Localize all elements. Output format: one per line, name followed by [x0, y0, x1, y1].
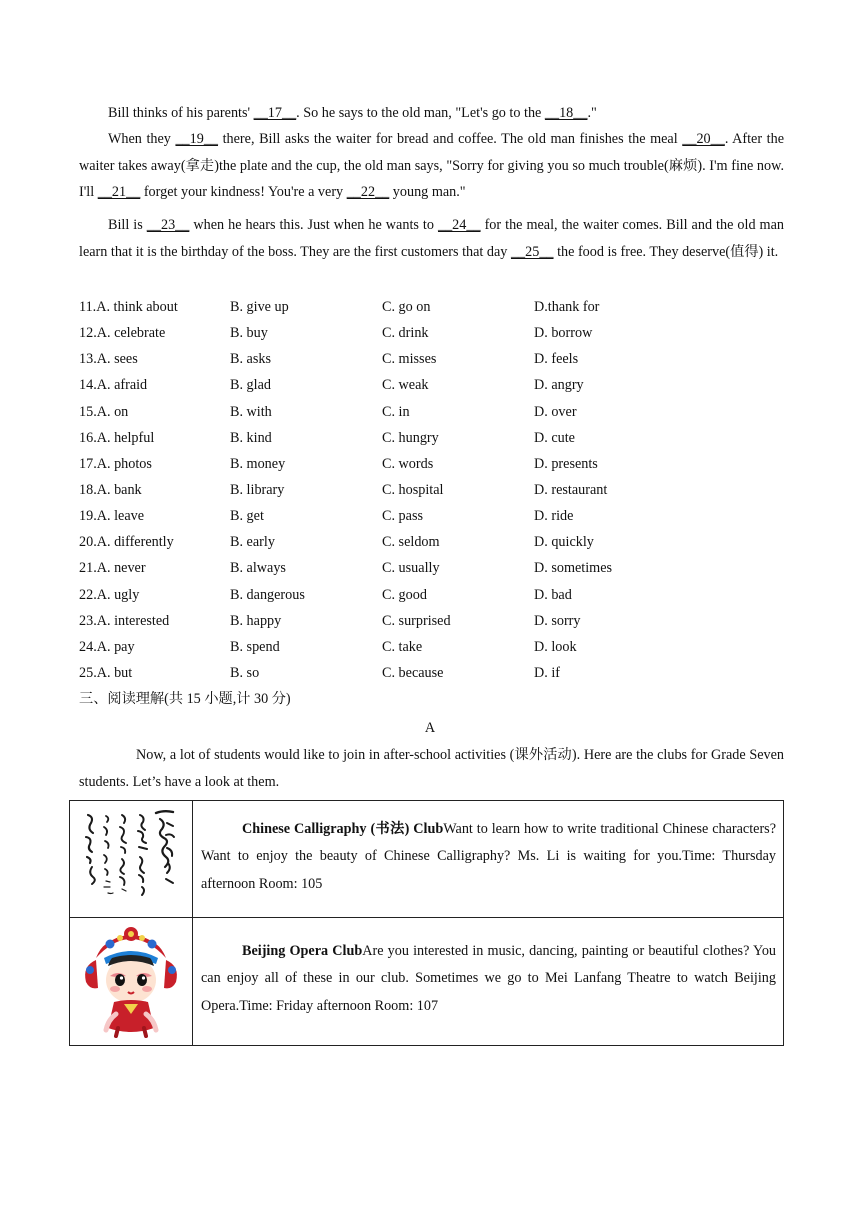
- option-b: B. spend: [230, 638, 280, 655]
- question-options-11: [79, 294, 784, 320]
- question-options-22: [79, 582, 784, 608]
- question-options-25: [79, 660, 784, 686]
- option-a: 21.A. never: [79, 560, 146, 577]
- question-options-21: [79, 555, 784, 581]
- option-b: B. buy: [230, 325, 268, 342]
- calligraphy-club-text: [201, 816, 776, 898]
- option-a: 23.A. interested: [79, 612, 170, 629]
- text-segment: Bill is: [108, 217, 147, 233]
- blank-17: __17__: [253, 105, 297, 121]
- option-b: B. so: [230, 664, 260, 681]
- option-a: 24.A. pay: [79, 638, 135, 655]
- beijing-opera-character-icon: [70, 918, 192, 1045]
- question-options-16: [79, 425, 784, 451]
- option-b: B. early: [230, 534, 275, 551]
- option-d: D. bad: [534, 586, 572, 603]
- option-c: C. usually: [382, 560, 440, 577]
- option-b: B. money: [230, 455, 286, 472]
- passage-paragraph-1: [79, 100, 784, 127]
- option-a: 17.A. photos: [79, 455, 152, 472]
- option-a: 15.A. on: [79, 403, 129, 420]
- opera-club-text: [201, 938, 776, 1020]
- option-d: D. look: [534, 638, 577, 655]
- option-b: B. with: [230, 403, 272, 420]
- blank-25: __25__: [510, 243, 554, 260]
- question-options-14: [79, 372, 784, 398]
- question-options-19: [79, 503, 784, 529]
- option-d: D. if: [534, 664, 561, 681]
- option-c: C. seldom: [382, 534, 440, 551]
- option-c: C. hospital: [382, 481, 444, 498]
- option-d: D. feels: [534, 351, 579, 368]
- blank-19: __19__: [175, 131, 219, 147]
- question-options-20: [79, 529, 784, 555]
- text-segment: . After the waiter takes away(拿走)the plate and the cup, the old man says, "Sorry for giving you so much trouble(麻烦). I'm fine now. I'll: [79, 131, 784, 200]
- option-b: B. get: [230, 508, 264, 525]
- option-b: B. dangerous: [230, 586, 305, 603]
- option-a: 25.A. but: [79, 664, 133, 681]
- option-b: B. asks: [230, 351, 271, 368]
- text-segment: when he hears this. Just when he wants to: [189, 217, 438, 233]
- option-c: C. go on: [382, 299, 431, 315]
- option-d: D. ride: [534, 508, 574, 525]
- option-c: C. because: [382, 664, 444, 681]
- question-options-13: [79, 346, 784, 372]
- option-a: 16.A. helpful: [79, 429, 155, 446]
- option-a: 12.A. celebrate: [79, 325, 166, 342]
- option-a: 18.A. bank: [79, 481, 142, 498]
- text-segment: When they: [108, 131, 176, 147]
- answer-options: [79, 294, 784, 686]
- section-title: 三、阅读理解(共 15 小题,计 30 分): [79, 691, 291, 707]
- option-b: B. give up: [230, 299, 289, 315]
- text-segment: .": [587, 105, 597, 121]
- option-c: C. take: [382, 638, 423, 655]
- passage-paragraph-2: [79, 126, 784, 206]
- text-segment: for the meal, the waiter comes. Bill and the old man learn that it is the birthday of the boss. They are the first customers that day: [79, 217, 784, 260]
- option-c: C. pass: [382, 508, 423, 525]
- option-a: 14.A. afraid: [79, 377, 148, 394]
- blank-22: __22__: [346, 184, 390, 200]
- club-row-opera: [70, 918, 783, 1045]
- option-b: B. happy: [230, 612, 282, 629]
- option-b: B. library: [230, 481, 285, 498]
- option-a: 19.A. leave: [79, 508, 145, 525]
- option-c: C. weak: [382, 377, 429, 394]
- option-d: D. sorry: [534, 612, 581, 629]
- question-options-18: [79, 477, 784, 503]
- question-options-15: [79, 399, 784, 425]
- question-options-17: [79, 451, 784, 477]
- option-c: C. surprised: [382, 612, 451, 629]
- option-a: 20.A. differently: [79, 534, 174, 551]
- question-options-12: [79, 320, 784, 346]
- club-name: Chinese Calligraphy (书法) Club: [242, 821, 444, 837]
- question-options-24: [79, 634, 784, 660]
- clubs-table: [69, 800, 784, 1046]
- option-d: D. presents: [534, 455, 598, 472]
- option-c: C. words: [382, 455, 434, 472]
- option-a: 11.A. think about: [79, 299, 178, 315]
- blank-21: __21__: [97, 184, 141, 200]
- option-d: D. restaurant: [534, 481, 608, 498]
- text-segment: young man.": [389, 184, 466, 200]
- option-d: D. over: [534, 403, 577, 420]
- text-segment: forget your kindness! You're a very: [140, 184, 347, 200]
- option-d: D. angry: [534, 377, 584, 394]
- question-options-23: [79, 608, 784, 634]
- option-b: B. glad: [230, 377, 271, 394]
- text-segment: Bill thinks of his parents': [108, 105, 254, 121]
- text-segment: . So he says to the old man, "Let's go to the: [296, 105, 545, 121]
- reading-intro: Now, a lot of students would like to join in after-school activities (课外活动). Here are the clubs for Grade Seven students. Let’s have a look at them.: [79, 747, 784, 790]
- option-c: C. good: [382, 586, 427, 603]
- option-d: D.thank for: [534, 299, 600, 315]
- club-description: Are you interested in music, dancing, painting or beautiful clothes? You can enjoy all of these in our club. Sometimes we go to Mei Lanfang Theatre to watch Beijing Opera.Time: Friday afternoon Room: 107: [201, 943, 777, 1014]
- calligraphy-image: [70, 801, 193, 917]
- club-description: Want to learn how to write traditional Chinese characters? Want to enjoy the beauty of Chinese Calligraphy? Ms. Li is waiting for you.Time: Thursday afternoon Room: 105: [201, 821, 776, 892]
- option-d: D. sometimes: [534, 560, 613, 577]
- club-row-calligraphy: [70, 801, 783, 918]
- blank-18: __18__: [544, 105, 588, 121]
- calligraphy-artwork-icon: [70, 801, 192, 917]
- opera-image: [70, 918, 193, 1045]
- passage-paragraph-3: [79, 212, 784, 265]
- option-d: D. quickly: [534, 534, 594, 551]
- option-b: B. always: [230, 560, 286, 577]
- text-segment: the food is free. They deserve(值得) it.: [553, 243, 779, 260]
- option-d: D. borrow: [534, 325, 593, 342]
- blank-20: __20__: [682, 131, 725, 147]
- option-c: C. hungry: [382, 429, 439, 446]
- blank-23: __23__: [146, 217, 190, 233]
- option-c: C. drink: [382, 325, 429, 342]
- option-c: C. misses: [382, 351, 437, 368]
- blank-24: __24__: [437, 217, 481, 233]
- club-name: Beijing Opera Club: [242, 943, 363, 959]
- option-a: 13.A. sees: [79, 351, 138, 368]
- option-b: B. kind: [230, 429, 272, 446]
- option-d: D. cute: [534, 429, 575, 446]
- passage-heading: A: [424, 720, 436, 736]
- option-a: 22.A. ugly: [79, 586, 140, 603]
- text-segment: there, Bill asks the waiter for bread and coffee. The old man finishes the meal: [218, 131, 683, 147]
- option-c: C. in: [382, 403, 410, 420]
